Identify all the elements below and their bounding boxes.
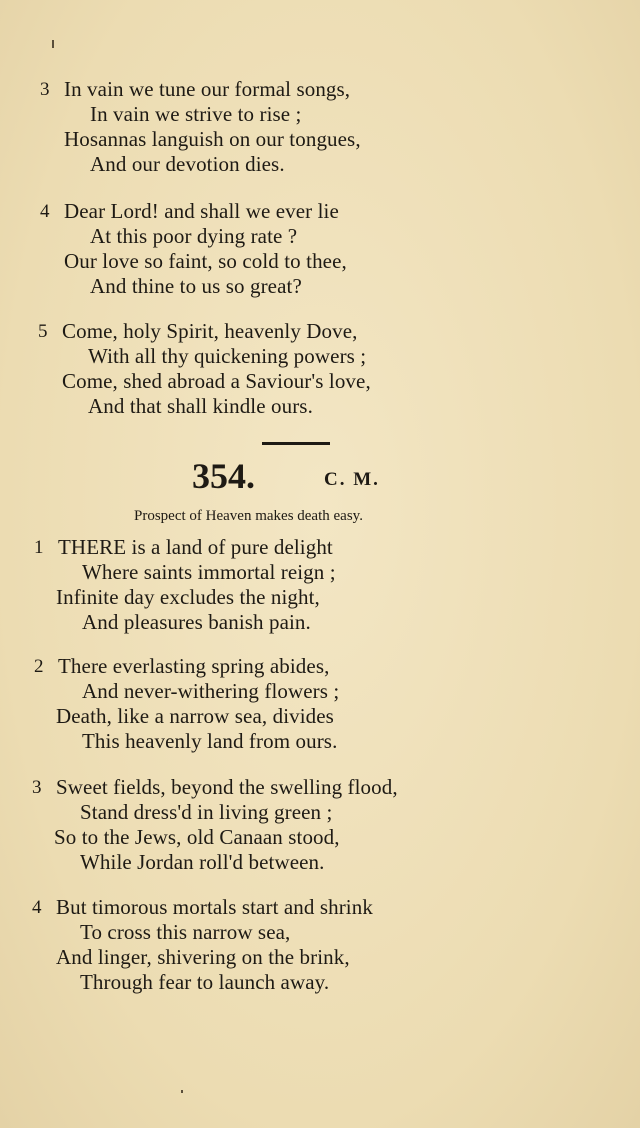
verse-line: Sweet fields, beyond the swelling flood, <box>56 775 398 799</box>
verse-line: Through fear to launch away. <box>80 970 330 994</box>
verse-line: And pleasures banish pain. <box>82 610 311 634</box>
verse-line: And linger, shivering on the brink, <box>56 945 350 969</box>
stanza-number: 4 <box>40 201 50 222</box>
verse-line: Come, holy Spirit, heavenly Dove, <box>62 319 358 343</box>
stanza-number: 3 <box>32 777 42 798</box>
verse-line: So to the Jews, old Canaan stood, <box>54 825 340 849</box>
verse-line: In vain we strive to rise ; <box>90 102 302 126</box>
verse-line: But timorous mortals start and shrink <box>56 895 373 919</box>
verse-line: Hosannas languish on our tongues, <box>64 127 361 151</box>
stanza-number: 2 <box>34 656 44 677</box>
hymn-number: 354. <box>192 456 255 496</box>
verse-line: Death, like a narrow sea, divides <box>56 704 334 728</box>
stanza-number: 3 <box>40 79 50 100</box>
verse-line: And our devotion dies. <box>90 152 285 176</box>
hymn-title: Prospect of Heaven makes death easy. <box>134 508 363 524</box>
verse-line: At this poor dying rate ? <box>90 224 298 248</box>
verse-line: Stand dress'd in living green ; <box>80 800 333 824</box>
verse-line: Our love so faint, so cold to thee, <box>64 249 347 273</box>
verse-line: And never-withering flowers ; <box>82 679 340 703</box>
verse-line: To cross this narrow sea, <box>80 920 291 944</box>
stanza-number: 5 <box>38 321 48 342</box>
stanza-number: 4 <box>32 897 42 918</box>
verse-line: THERE is a land of pure delight <box>58 535 333 559</box>
section-divider <box>262 442 330 445</box>
hymn-meter: C. M. <box>324 469 380 490</box>
verse-line: And that shall kindle ours. <box>88 394 313 418</box>
verse-line: In vain we tune our formal songs, <box>64 77 351 101</box>
verse-line: Come, shed abroad a Saviour's love, <box>62 369 371 393</box>
verse-line: With all thy quickening powers ; <box>88 344 367 368</box>
verse-line: Infinite day excludes the night, <box>56 585 320 609</box>
stanza-number: 1 <box>34 537 44 558</box>
verse-line: Where saints immortal reign ; <box>82 560 336 584</box>
paper-speck <box>181 1090 183 1093</box>
paper-speck <box>52 40 54 48</box>
verse-line: And thine to us so great? <box>90 274 302 298</box>
verse-line: Dear Lord! and shall we ever lie <box>64 199 339 223</box>
verse-line: This heavenly land from ours. <box>82 729 338 753</box>
verse-line: There everlasting spring abides, <box>58 654 330 678</box>
verse-line: While Jordan roll'd between. <box>80 850 325 874</box>
